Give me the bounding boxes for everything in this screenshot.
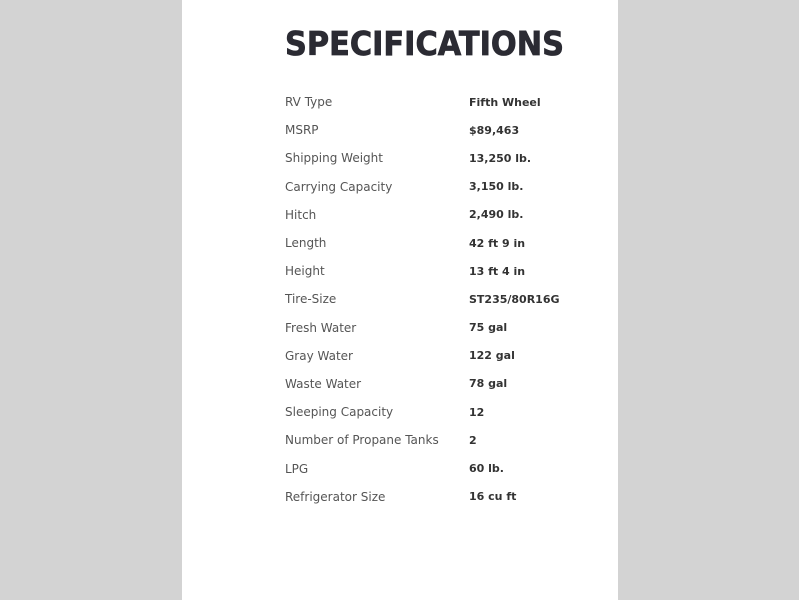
spec-row-gray-water — [285, 342, 605, 370]
spec-value: 12 — [469, 405, 485, 419]
spec-value: $89,463 — [469, 123, 520, 137]
spec-row-waste-water — [285, 370, 605, 398]
spec-value: 13,250 lb. — [469, 151, 532, 165]
spec-row-length — [285, 229, 605, 257]
spec-row-lpg — [285, 454, 605, 482]
spec-label: Fresh Water — [285, 320, 357, 335]
spec-value: 2 — [469, 433, 477, 447]
spec-value: 78 gal — [469, 377, 508, 391]
spec-label: Refrigerator Size — [285, 489, 386, 504]
spec-value: 122 gal — [469, 349, 515, 363]
spec-row-hitch — [285, 201, 605, 229]
spec-label: MSRP — [285, 123, 319, 138]
spec-value: 3,150 lb. — [469, 180, 524, 194]
spec-row-propane-tanks — [285, 426, 605, 454]
spec-value: 16 cu ft — [469, 490, 517, 504]
spec-row-fresh-water — [285, 314, 605, 342]
specs-table — [285, 88, 605, 511]
spec-label: Length — [285, 236, 327, 251]
spec-label: RV Type — [285, 95, 333, 110]
specifications-panel — [182, 0, 618, 600]
spec-label: Height — [285, 264, 325, 279]
spec-value: 60 lb. — [469, 462, 504, 476]
spec-label: Number of Propane Tanks — [285, 433, 439, 448]
spec-row-height — [285, 257, 605, 285]
page-title: SPECIFICATIONS — [285, 24, 564, 63]
spec-row-msrp — [285, 116, 605, 144]
spec-value: Fifth Wheel — [469, 95, 541, 109]
spec-label: Gray Water — [285, 348, 353, 363]
spec-row-refrigerator-size — [285, 483, 605, 511]
spec-value: ST235/80R16G — [469, 292, 560, 306]
spec-label: Hitch — [285, 207, 317, 222]
spec-value: 2,490 lb. — [469, 208, 524, 222]
spec-label: Shipping Weight — [285, 151, 383, 166]
spec-label: LPG — [285, 461, 309, 476]
spec-row-tire-size — [285, 285, 605, 313]
spec-row-carrying-capacity — [285, 173, 605, 201]
spec-label: Waste Water — [285, 376, 362, 391]
spec-label: Tire-Size — [285, 292, 337, 307]
spec-value: 75 gal — [469, 321, 508, 335]
spec-value: 13 ft 4 in — [469, 264, 526, 278]
spec-row-shipping-weight — [285, 144, 605, 172]
spec-label: Sleeping Capacity — [285, 405, 394, 420]
spec-value: 42 ft 9 in — [469, 236, 526, 250]
spec-label: Carrying Capacity — [285, 179, 393, 194]
spec-row-rv-type — [285, 88, 605, 116]
spec-row-sleeping-capacity — [285, 398, 605, 426]
